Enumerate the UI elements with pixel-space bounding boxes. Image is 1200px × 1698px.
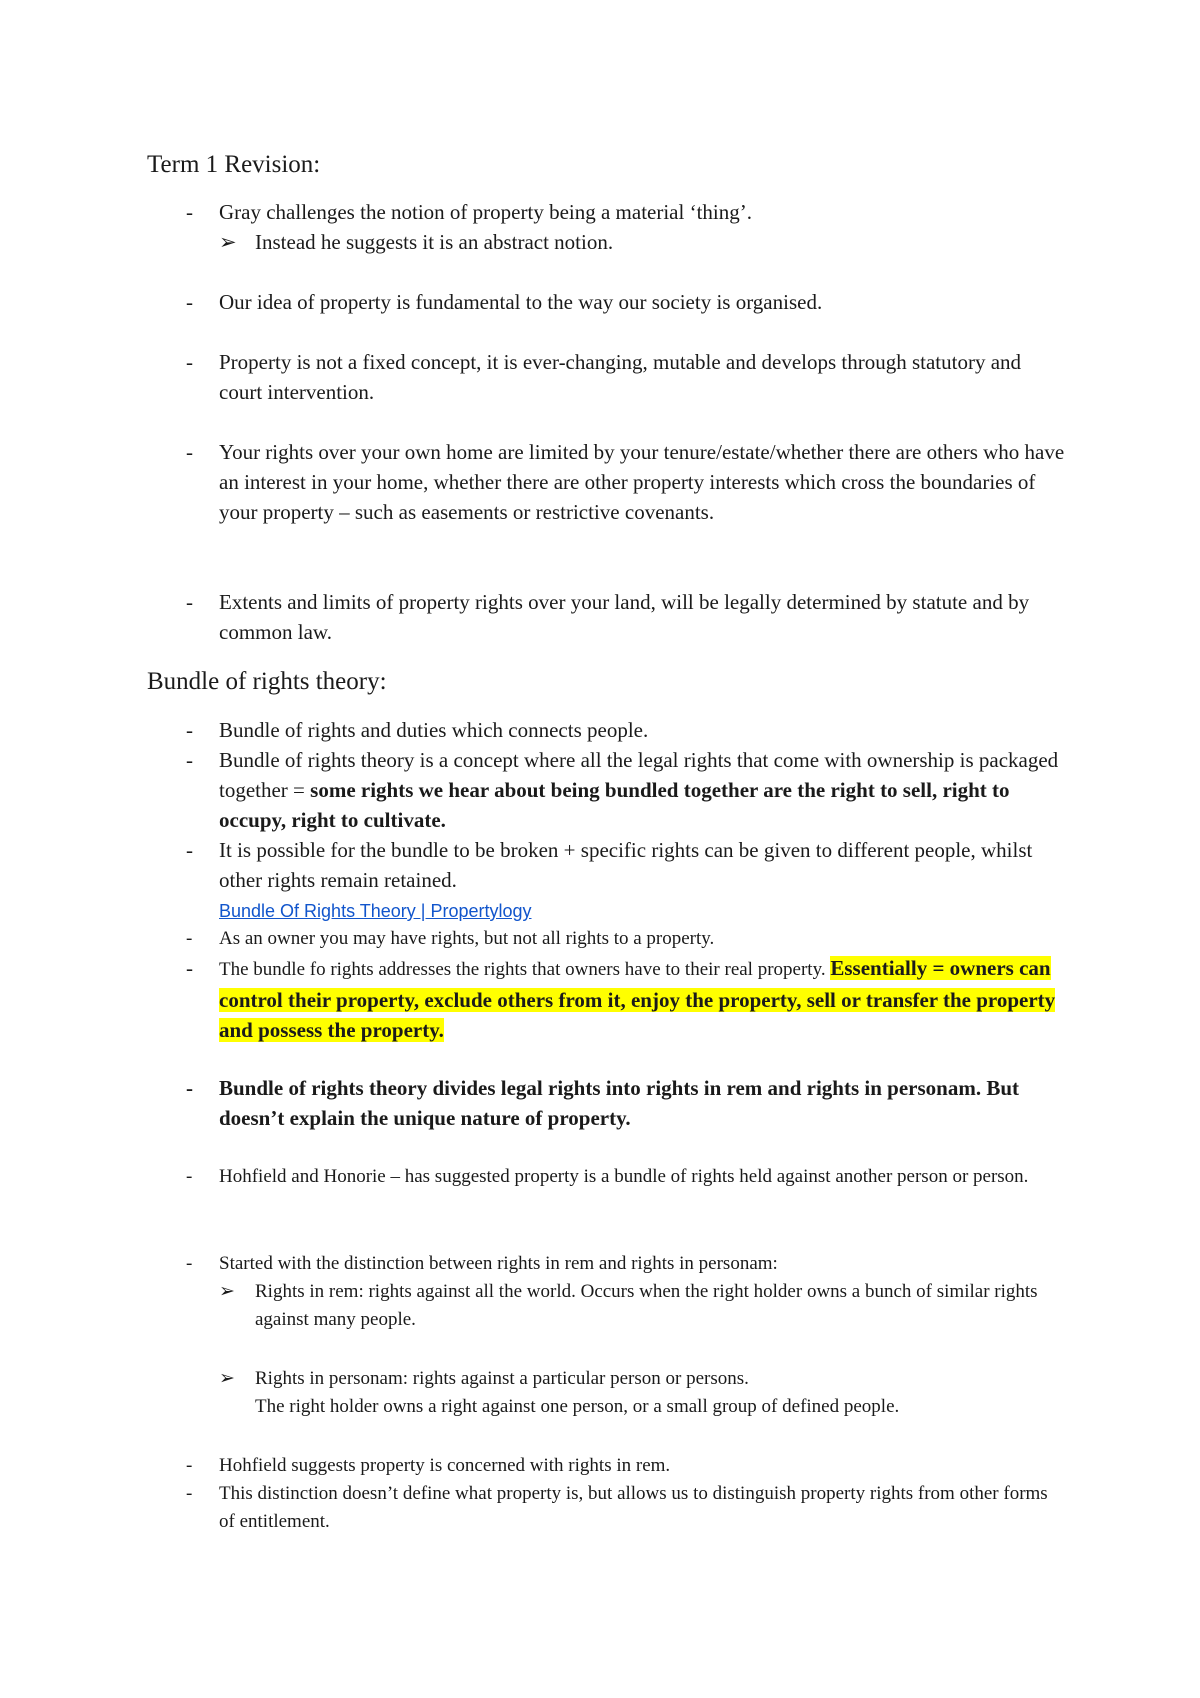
bullet-text: This distinction doesn’t define what property is, but allows us to distinguish property rights from other forms of entitlement. [219,1483,1048,1532]
bullet-dash: - [186,1166,193,1187]
sub-bullet-text: Rights in rem: rights against all the world. Occurs when the right holder owns a bunch of similar rights against many people. [255,1281,1038,1330]
bullet-text: Extents and limits of property rights over your land, will be legally determined by statute and by common law. [219,590,1030,644]
bullet-dash: - [186,838,193,862]
bullet-addresses [186,953,1066,1045]
sub-bullet-text [255,1365,1079,1421]
bullet-text: Gray challenges the notion of property being a material ‘thing’. [219,200,752,224]
bullet-dash: - [186,1253,193,1274]
bullet-dash: - [186,1483,193,1504]
bullet-dash: - [186,590,193,614]
addresses-plain-text: The bundle fo rights addresses the rights that owners have to their real property. [219,959,831,980]
propertylogy-link[interactable]: Bundle Of Rights Theory | Propertylogy [219,901,532,921]
bullet-dash: - [186,956,193,980]
bullet-dash: - [186,200,193,224]
bullet-gray [186,197,1066,227]
bullet-dash: - [186,718,193,742]
bullet-hohfield-rem [186,1452,1066,1480]
bullet-text: Hohfield suggests property is concerned with rights in rem. [219,1455,671,1476]
bullet-text: Bundle of rights theory divides legal rights into rights in rem and rights in personam. But doesn’t explain the unique nature of property. [219,1076,1020,1130]
bullet-owner [186,925,1066,953]
bullet-dash: - [186,748,193,772]
arrow-bullet-icon: ➢ [219,1281,235,1302]
addresses-highlight-text: Essentially = owners can control their property, exclude others from it, enjoy the property, sell or transfer the property and possess the property. [219,956,1056,1042]
bullet-text: Bundle of rights and duties which connects people. [219,718,649,742]
heading-bundle-of-rights: Bundle of rights theory: [147,668,387,695]
bullet-text: As an owner you may have rights, but not all rights to a property. [219,928,715,949]
broken-text: It is possible for the bundle to be broken + specific rights can be given to different people, whilst other rights remain retained. [219,838,1033,892]
concept-bold-text: some rights we hear about being bundled together are the right to sell, right to occupy, right to cultivate. [219,778,1010,832]
bullet-text [219,953,1066,1045]
bullet-text [219,835,1066,926]
arrow-bullet-icon: ➢ [219,1368,235,1389]
bullet-dash: - [186,290,193,314]
heading-term-1-revision: Term 1 Revision: [147,151,321,178]
bullet-dash: - [186,350,193,374]
sub-bullet-abstract [219,227,1079,257]
bullet-text [219,745,1066,835]
bullet-dash: - [186,1455,193,1476]
bullet-concept [186,347,1066,407]
bullet-text: Started with the distinction between rights in rem and rights in personam: [219,1253,778,1274]
bullet-text: Hohfield and Honorie – has suggested property is a bundle of rights held against another person or person. [219,1166,1029,1187]
bullet-dash: - [186,928,193,949]
personam-line-1: Rights in personam: rights against a particular person or persons. [255,1368,749,1389]
bullet-bundle-duties [186,715,1066,745]
personam-line-2: The right holder owns a right against one person, or a small group of defined people. [255,1396,900,1417]
sub-bullet-rem [219,1278,1079,1334]
bullet-distinction [186,1480,1066,1536]
bullet-text: Your rights over your own home are limited by your tenure/estate/whether there are others who have an interest in your home, whether there are other property interests which cross the boundaries of your property – such as easements or restrictive covenants. [219,440,1065,524]
bullet-dash: - [186,1076,193,1100]
bullet-bundle-broken [186,835,1066,926]
bullet-bundle-concept [186,745,1066,835]
concept-plain-text: Bundle of rights theory is a concept where all the legal rights that come with ownership is packaged together = [219,748,1059,802]
bullet-text: Property is not a fixed concept, it is ever-changing, mutable and develops through statutory and court intervention. [219,350,1022,404]
bullet-extents [186,587,1066,647]
arrow-bullet-icon: ➢ [219,230,237,254]
sub-bullet-text: Instead he suggests it is an abstract notion. [255,230,614,254]
bullet-divides [186,1073,1066,1133]
bullet-text: Our idea of property is fundamental to the way our society is organised. [219,290,823,314]
bullet-started [186,1250,1066,1278]
bullet-idea [186,287,1066,317]
bullet-hohfield-honorie [186,1163,1066,1191]
bullet-rights-home [186,437,1066,527]
bullet-dash: - [186,440,193,464]
sub-bullet-personam [219,1365,1079,1421]
